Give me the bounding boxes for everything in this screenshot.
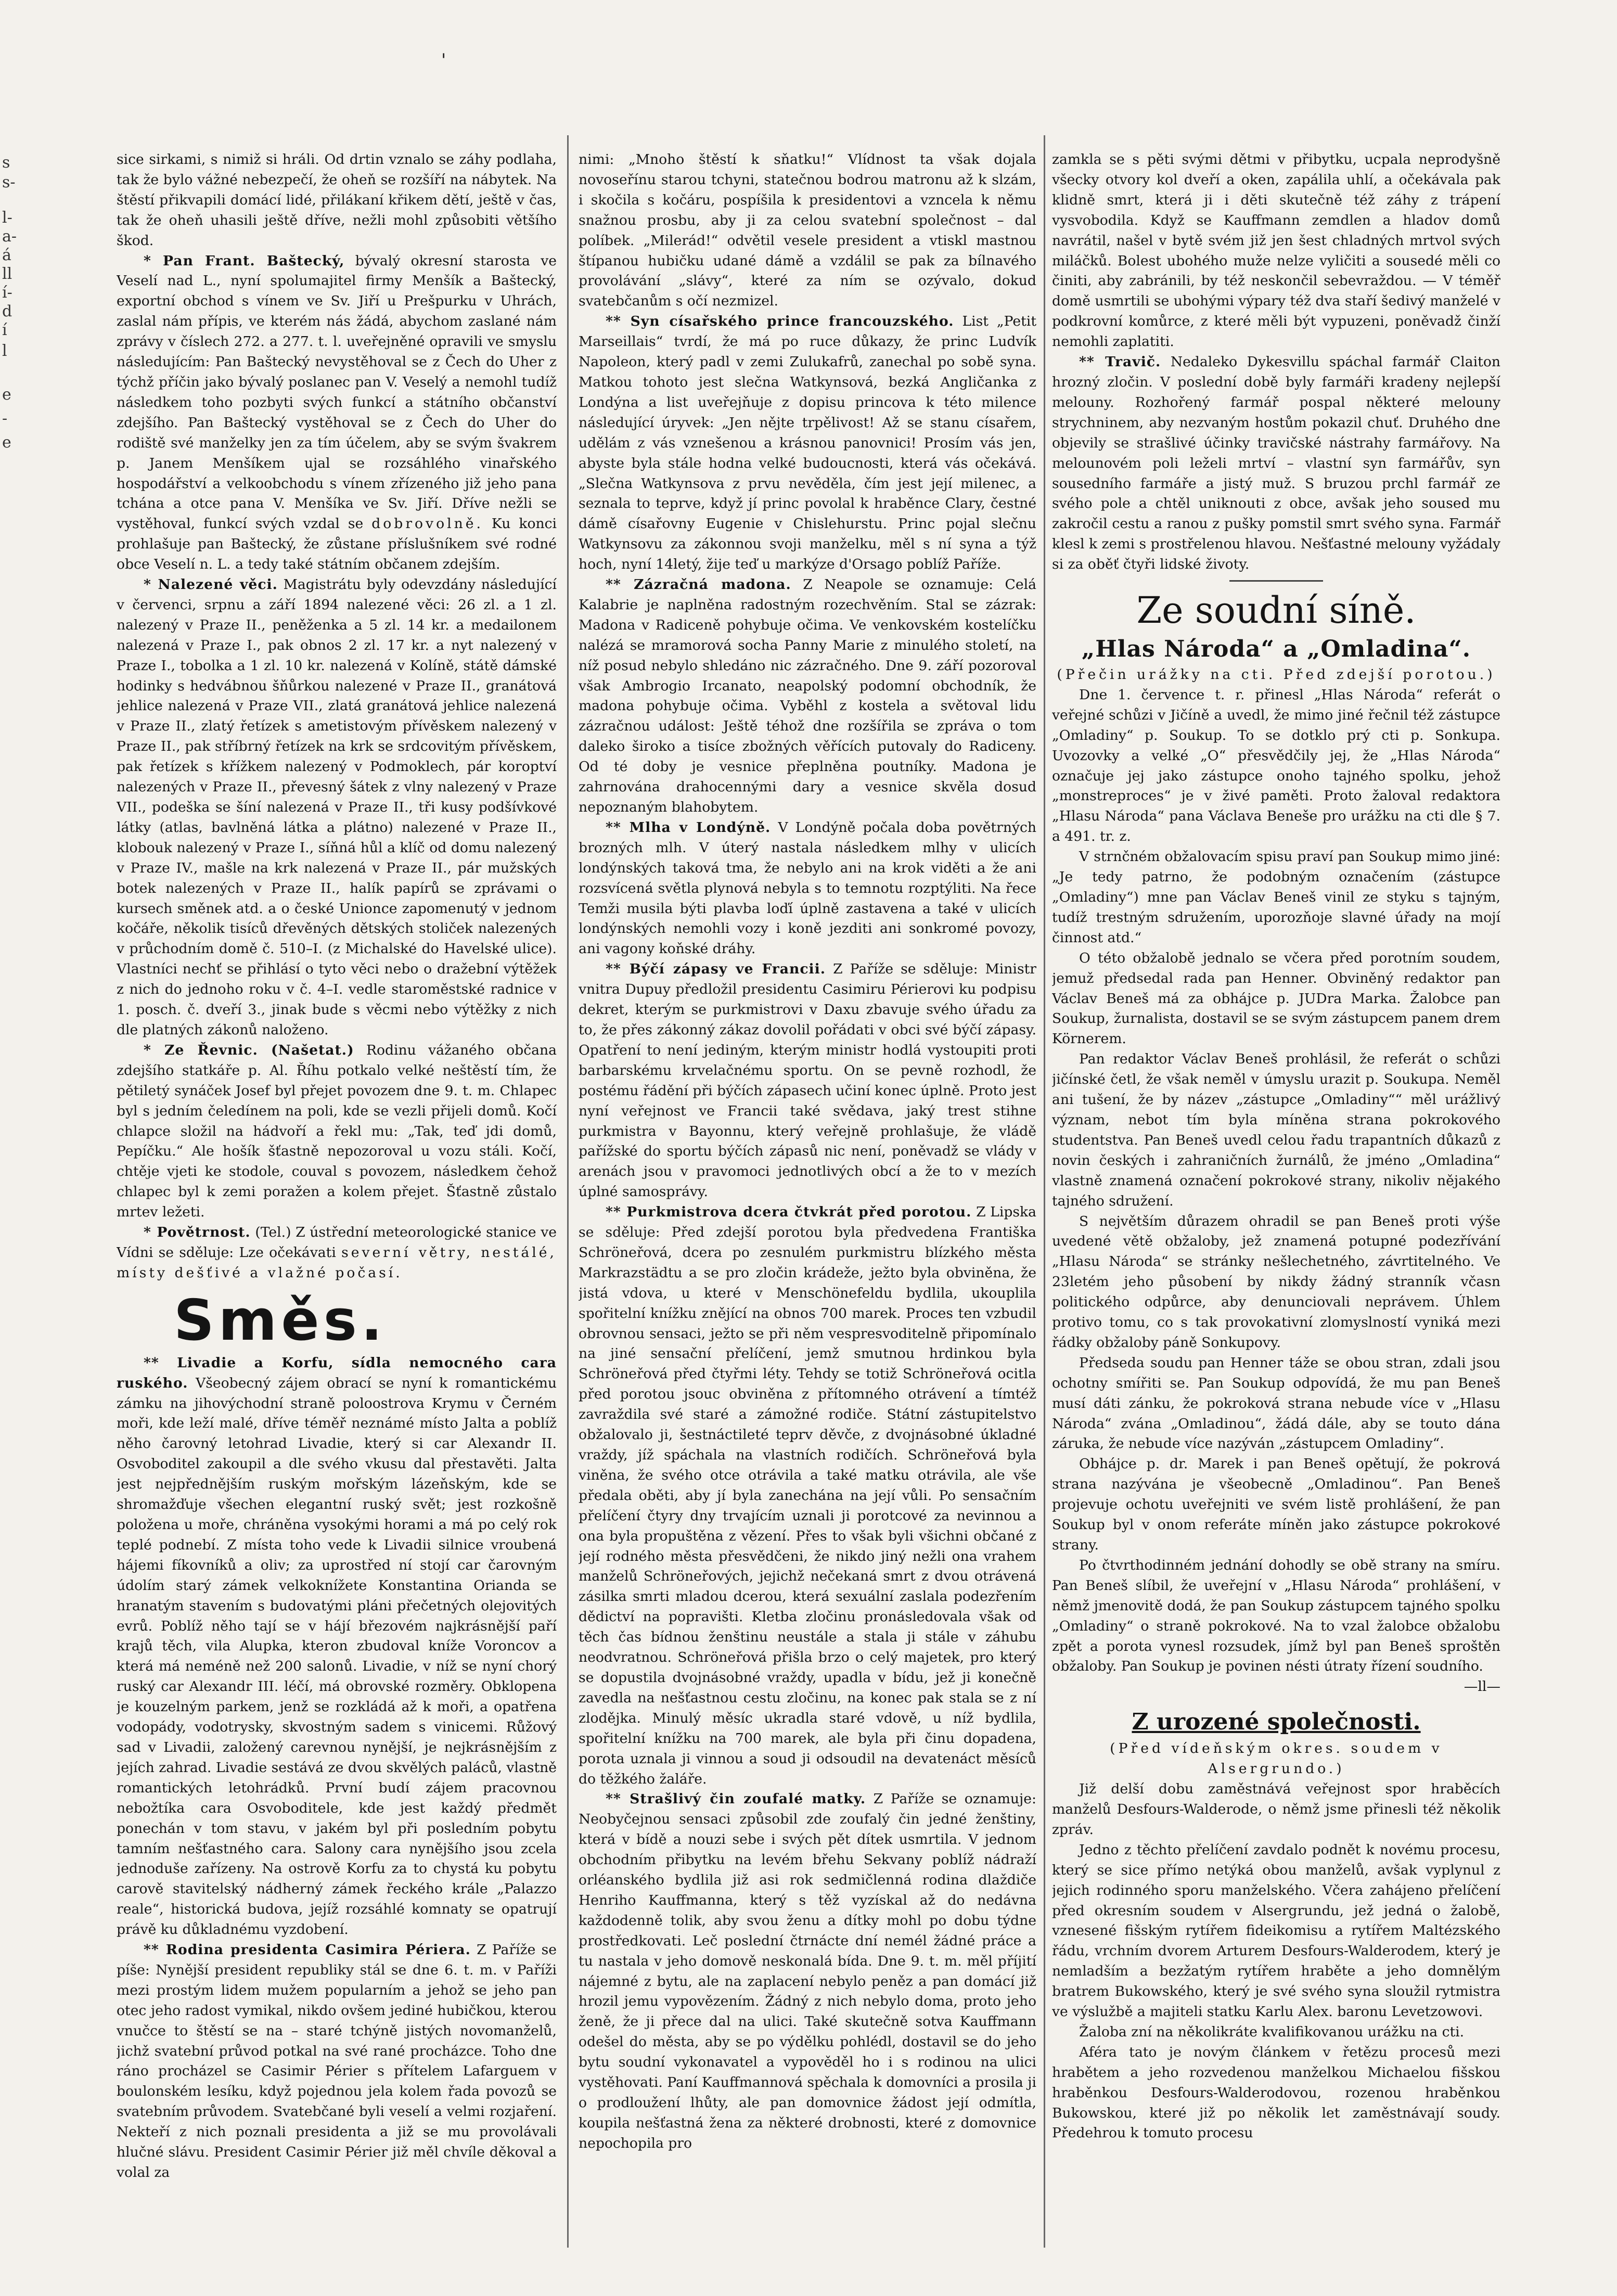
article-text: V Londýně počala doba povětrných brozných mlh. V úterý nastala následkem mlhy v ulicích londýnských taková tma, že nebylo ani na krok viděti a že ani rozsvícená světla plynová nebyla s to temnotu rozptýliti. Na řece Temži musila býti plavba loďí úplně zastavena a také v ulicích londýnských nemohli vozy i koně jezditi ani sonkromé povozy, ani vagony koňské dráhy. (579, 819, 1036, 957)
article-madona (579, 575, 1036, 818)
article-paragraph: Žaloba zní na několikráte kvalifikovanou urážku na cti. (1079, 2023, 1465, 2040)
article-desperate-mother (579, 1789, 1036, 2153)
court-paragraph: V strnčném obžalovacím spisu praví pan Soukup mimo jiné: „Je tedy patrno, že podobným označením (zástupce „Omladiny“) mne pan Václav Beneš vinil ze styku s tajným, tudíž trestným sdružením, uporozňoje slavné úřady na mojí činnost atd.“ (1052, 849, 1500, 946)
edge-mark: ll (2, 265, 12, 283)
edge-mark: s- (2, 173, 16, 191)
article-perier (117, 1940, 557, 2183)
edge-mark: l (2, 342, 7, 360)
edge-mark: á (2, 246, 11, 264)
article-continuation: nimi: „Mnoho štěstí k sňatku!“ Vlídnost ta však dojala novoseřínu starou tchyni, statečnou bodrou matronu až k slzám, i skočila s kočáru, pospíšila k presidentovi a vzncela k němu snažnou prosbu, aby ji za celou svatební společnost – dal políbek. „Milerád!“ odvětil vesele president a vtiskl mastnou štípanou hubičku udané dámě a vzdálil se pak za bílnavého provolávání „slávy“, které za ním se ozývalo, dokud svatebčanům s očí nezmizel. (579, 151, 1036, 310)
column-2 (579, 150, 1036, 2241)
article-heading: ** Purkmistrova dcera čtvkrát před porotou. (606, 1204, 972, 1221)
article-subtitle: (Před vídeňským okres. soudem v Alsergrundo.) (1110, 1740, 1443, 1777)
edge-mark: í (2, 321, 7, 339)
edge-mark: e (2, 433, 11, 452)
article-heading: * Povětrnost. (144, 1224, 251, 1241)
emphasis-text: dobrovolně. (371, 516, 483, 532)
court-paragraph: Obhájce p. dr. Marek i pan Beneš opětují, že pokrová strana nazývána je všeobecně „Omladinou“. Pan Beneš projevuje ochotu uveřejniti ve svém listě prohlášení, že pan Soukup byl v onom referáte míněn jako zástupce pokrokové strany. (1052, 1456, 1500, 1553)
edge-mark: e (2, 386, 11, 404)
article-found-items (117, 575, 557, 1041)
column-rule (1044, 135, 1045, 2248)
article-text: bývalý okresní starosta ve Veselí nad L., nyní spolumajitel firmy Menšík a Baštecký, exportní obchod s vínem ve Sv. Jiří u Prešpurku v Uhrách, zaslal nám přípis, ve kterém nás žádá, abychom zaslané nám zprávy v číslech 272. a 277. t. l. uveřejněné opravili ve smyslu následujícím: Pan Baštecký nevystěhoval se z Čech do Uher z týchž příčin jako bývalý poslanec pan V. Veselý a nemohl tudíž následkem toho pozbyti svých funkcí a státního občanství zdejšího. Pan Baštecký vystěhoval se z Čech do Uher do rodiště své manželky jen za tím účelem, aby se svým švakrem p. Janem Menšíkem ujal se rozsáhlého vinařského hospodářství a velkoobchodu s vínem zřízeného již jeho pana tchána a otce pana V. Menšíka ve Sv. Jiří. Dříve nežli se vystěhoval, funkcí svých vzdal se (117, 252, 557, 532)
article-london-fog (579, 818, 1036, 959)
article-text: List „Petit Marseillais“ tvrdí, že má po ruce důkazy, že princ Ludvík Napoleon, který padl v zemi Zulukafrů, zanechal po sobě syna. Matkou tohoto jest slečna Watkynsová, bezká Angličanka z Londýna a list uveřejňuje z dopisu princova k této milence následující úryvek: „Jen nějte trpělivost! Až se stanu císařem, udělám z vás vznešenou a krásnou panovnici! Prosím vás jen, abyste byla stále hodna velké budoucnosti, která vás očekává. „Slečna Watkynsova z prvu nevěděla, čím jest její milenec, a seznala to teprve, když jí princ povolal k hraběnce Clary, čestné dámě císařovny Eugenie v Chislehurstu. Princ pojal slečnu Watkynsovu za zákonnou svoji manželku, měl s ní syna a týž hoch, nyní 14letý, žije teď u markýze d'Orsago poblíž Paříže. (579, 313, 1036, 573)
article-text: Z Paříže se oznamuje: Neobyčejnou sensaci způsobil zde zoufalý čin jedné ženštiny, která v bídě a nouzi sebe i svých pět dítek usmrtila. V jednom obchodním přibytku na levém břehu Sekvany poblíž nádraží orléanského bydlila již asi rok sedmičlenná rodina dlaždiče Henriho Kauffmanna, který s těž vyzískal až do nedávna každodenně tolik, aby svou ženu a dítky mohl po dobu týdne prostředkovati. Leč poslední čtrnácte dní nemél žádné práce a tu nastala v jeho domově neskonalá bída. Dne 9. t. m. měl příjití nájemné z bytu, ale na zaplacení nebylo peněz a pan domácí již hrozil jemu vypovězením. Žádný z nich nebylo doma, proto jeho ženě, že ji přece dal na ulici. Také skutečně sotva Kauffmann odešel do města, aby se po výdělku pohlédl, dostavil se do jeho bytu soudní vykonavatel a vypověděl ho i s rodinou na ulici vystěhovati. Paní Kauffmannová spěchala k domovníci a prosila ji o prodloužení lhůty, ale pan domovnice žádost její odmítla, koupila nešťastná žena za některé drobnosti, které z domovnice nepochopila pro (579, 1791, 1036, 2151)
article-paragraph: Aféra tato je novým článkem v řetězu procesů mezi hrabětem a jeho rozvedenou manželkou Michaelou fišskou hraběnkou Desfours-Walderodovou, rozenou hraběnkou Bukowskou, které již po několik let zaměstnávají soudy. Předehrou k tomuto procesu (1052, 2044, 1500, 2141)
article-text: Rodinu vážaného občana zdejšího statkáře p. Al. Říhu potkalo velké neštěstí tím, že pětiletý synáček Josef byl přejet povozem dne 9. t. m. Chlapec byl s jedním čeledínem na poli, kde se vezli přijeli domů. Kočí chlapce složil na hádvoří a řekl mu: „Tak, teď jdi domů, Pepíčku.“ Ale hošík šťastně nepozoroval u vozu stáli. Kočí, chtěje vjeti ke stodole, couval s povozem, následkem čehož chlapec byl k zemi poražen a kolem přejet. Šťastně zůstalo mrtev ležeti. (117, 1042, 557, 1221)
court-paragraph: S největším důrazem ohradil se pan Beneš proti výše uvedené větě obžaloby, jež znamená potupné podezřívání „Hlasu Národa“ se stránky nešlechetného, závrtitelného. Ve 23letém jeho působení by nikdy žádný stranník včasn politického odpůrce, aby denunciovali neprávem. Úhlem protivo tomu, co s tak provokativní zlomyslností vyniká mezi řádky obžaloby páně Sonkupovy. (1052, 1213, 1500, 1351)
article-heading: ** Rodina presidenta Casimira Périera. (144, 1942, 471, 1958)
article-heading: * Pan Frant. Baštecký, (144, 252, 345, 269)
article-livadie (117, 1353, 557, 1940)
article-heading: * Nalezené věci. (144, 576, 278, 593)
section-divider (1229, 580, 1323, 582)
court-paragraph: O této obžalobě jednalo se včera před porotním soudem, jemuž předsedal rada pan Henner. Obviněný redaktor pan Václav Beneš má za obhájce p. JUDra Marka. Žalobce pan Soukup, žurnalista, dostavil se se svým zástupcem panem drem Körnerem. (1052, 950, 1500, 1047)
article-napoleon-son (579, 312, 1036, 575)
article-continuation: zamkla se s pěti svými dětmi v přibytku, ucpala neprodyšně všecky otvory kol dveří a oken, zapálila uhlí, a očekávala pak klidně smrt, která ji i děti skutečně též záhy z trápení vysvobodila. Když se Kauffmann zemdlen a hladov domů navrátil, našel v bytě svém již jen šest chladných mrtvol svých miláčků. Bolest ubohého muže nelze vyličiti a sousedé měli co činiti, aby zabránili, by též neskončil sebevraždou. — V téměř domě usmrtili se ubohými výpary též dva staří šedivý manželé v podkrovní komůrce, z které měli být vypuzeni, poněvadž činží nemohli zaplatiti. (1052, 151, 1500, 350)
top-mark: ' (441, 50, 446, 71)
article-heading: ** Zázračná madona. (606, 576, 791, 593)
court-paragraph: Pan redaktor Václav Beneš prohlásil, že referát o schůzi jičínské četl, že však neměl v úmyslu urazit p. Soukupa. Neměl ani tušení, že by název „zástupce „Omladiny““ měl urážlivý význam, nebot tím byla míněna strana pokrokového studentstva. Pan Beneš uvedl celou řadu trapantních důkazů z novin českých i zahraničních žurnálů, že jméno „Omladina“ vlastně znamená označení pokrokové strany, nikoliv nějakého tajného sdružení. (1052, 1051, 1500, 1209)
court-headline: „Hlas Národa“ a „Omladina“. (1081, 636, 1471, 663)
article-weather (117, 1223, 557, 1284)
column-rule (567, 135, 569, 2248)
edge-mark: - (2, 409, 8, 428)
article-text: Z Neapole se oznamuje: Celá Kalabrie je naplněna radostným rozechvěním. Stal se zázrak: Madona v Radiceně pohybuje očima. Ve venkovském kostelíčku nalézá se mramorová socha Panny Marie z minulého století, na níž posud nebylo shledáno nic zázračného. Dne 9. září pozoroval však Ambrogio Ircanato, neapolský podomní obchodník, že madona pohybuje očima. Vyběhl z kostela a světoval lidu zázračnou událost: Ještě téhož dne rozšířila se zpráva o tom daleko široko a tisíce zbožných věřících putovaly do Radiceny. Od té doby je vesnice přeplněna poutníky. Madona je zahrnována drahocennými dary a vesnice skvěla dosud nepoznaným blahobytem. (579, 576, 1036, 815)
article-heading: ** Livadie a Korfu, sídla nemocného cara ruského. (117, 1354, 557, 1391)
article-bullfights (579, 959, 1036, 1202)
emphasis-text: severní větry, nestálé, místy dešťivé a vlažné počasí. (117, 1244, 557, 1281)
article-heading: ** Travič. (1079, 354, 1161, 370)
article-text: Nedaleko Dykesvillu spáchal farmář Claiton hrozný zločin. V poslední době byly farmáři kradeny nejlepší melouny. Rozhořený farmář pospal některé melouny strychninem, aby nezvaným hostům pokazil chuť. Druhého dne objevily se strašlivé účinky travičské nástrahy farmářovy. Na melounovém poli leželi mrtví – vlastní syn farmářův, syn sousedního farmáře a jistý muž. S bruzou prchl farmář ze svého pole a chtěl uniknouti z obce, avšak jeho soused mu zakročil cestu a ranou z pušky pomstil smrt svého syna. Farmář klesl k zemi s prostřelenou hlavou. Nešťastné melouny vyžádaly si za oběť čtyři lidské životy. (1052, 354, 1500, 573)
edge-mark: í- (2, 284, 12, 302)
article-text: Magistrátu byly odevzdány následující v červenci, srpnu a září 1894 nalezené věci: 26 zl. a 1 zl. nalezený v Praze II., peněženka a 5 zl. 14 kr. a medailonem nalezená v Praze I., pak obnos 2 zl. 17 kr. a nyt nalezený v Praze I., tobolka a 1 zl. 10 kr. nalezená v Kolíně, státě dámské hodinky s hedvábnou šňůrkou nalezené v Praze II., granátová jehlice nalezená v Praze VII., zlatá granátová jehlice nalezená v Praze II., zlatý řetízek s ametistovým přívěskem nalezený v Praze II., pak stříbrný řetízek na krk se srdcovitým přívěskem, pak řetízek s křížkem nalezený v Podmoklech, pár koroptví nalezených v Praze II., převesný šátek z vlny nalezený v Praze VII., podeška se šíní nalezená v Praze II., tři kusy podšívkové látky (atlas, bavlněná látka a plátno) nalezené v Praze II., klobouk nalezený v Praze I., síňná hůl a klíč od domu nalezený v Praze IV., mašle na krk nalezená v Praze II., pár mužských botek nalezených v Praze II., halík papírů se zprávami o kursech směnek atd. a o české Unioncе zapomenutý v jednom kočáře, několik tisíců dřevěných dětských stoliček nalezených v průchodním domě č. 510–I. (z Michalské do Havelské ulice). Vlastníci nechť se přihlásí o tyto věci nebo o dražební výtěžek z nich do jednoho roku v č. 4–I. vedle staroměstské radnice v 1. posch. č. dveří 3., jinak bude s věcmi nebo výtěžky z nich dle platných zákonů naloženo. (117, 576, 557, 1038)
column-3 (1052, 150, 1500, 2241)
author-signature: —ll— (1464, 1678, 1500, 1695)
article-heading: ** Syn císařského prince francouzského. (606, 313, 954, 330)
article-heading: ** Strašlivý čin zoufalé matky. (606, 1791, 866, 1807)
article-text: Z Paříže se píše: Nynější president republiky stál se dne 6. t. m. v Paříži mezi prostým lidem mužem popularním a jehož se jeho pan otec jeho radost vymikal, nikdo ovšem jediné hubičkou, kterou vnučce to štěstí se na – staré tchýně jistých novomanželů, jichž svatební průvod potkal na své rané procházce. Toho dne ráno procházel se Casimir Périer s přítelem Lafarguem v boulonském lesíku, když pojednou jela kolem řada povozů se svatebním průvodem. Svatebčané byli veselí a velmi rozjaření. Nekteří z nich poznali presidenta a již se mu provolávali hlučné slávu. President Casimir Périer již měl chvíle děkoval a volal za (117, 1942, 557, 2180)
article-text: Všeobecný zájem obrací se nyní k romantickému zámku na jihovýchodní straně poloostrova Krymu v Černém moři, kde leží malé, dříve téměř neznámé místo Jalta a poblíž něho čarovný letohrad Livadie, který si car Alexandr II. Osvoboditel zakoupil a dle svého vkusu dal přestavěti. Jalta jest nejpřednějším ruským mořským lázeňským, kde se shromažďuje všechen elegantní ruský svět; jest rozkošně položena u moře, chráněna vysokými horami a má po celý rok teplé podnebí. Z místa toho vede k Livadii silnice vroubená hájemi fíkovníků a oliv; za uprostřed ní stojí car čarovným údolím starý zámek velkoknížete Konstantina Orianda se hranatým stavením s budovatými pláni přečetných olejovitých evrů. Poblíž něho tají se v hájí březovém najkrásnější paří krajů těch, vila Alupka, kteron zbudoval kníže Voroncov a která má neméně než 200 salonů. Livadie, v níž se nyní chorý ruský car Alexandr III. léčí, má obrovské rozměry. Obklopena je kouzelným parkem, jenž se rozkládá až k moři, a opatřena vodopády, vodotrysky, skvostným sadem s vinicemi. Růžový sad v Livadii, založený carevnou nynější, je nejkrásnějším z jejích zahrad. Livadie sestává ze dvou skvělých paláců, vlastně romantických letohrádků. První budí zájem pracovnou nebožtíka cara Osvoboditele, kde jest každý předmět ponechán v tom stavu, v jakém byl při posledním pobytu tamním nešťastného cara. Salony cara nynějšího jsou zcela jednoduše zařízeny. Na ostrově Korfu za to chystá ku pobytu carově stavitelský nádherný zámek řeckého krále „Palazzo reale“, historická budova, jejíž rozsáhlé komnaty se opatrují právě ku důkladnému vyzdobení. (117, 1375, 557, 1938)
court-paragraph: Předseda soudu pan Henner táže se obou stran, zdali jsou ochotny smířiti se. Pan Soukup odpovídá, že mu pan Beneš musí dáti zánku, že pokroková strana nebude více v „Hlasu Národa“ zvána „Omladinou“, žádá dále, aby se touto dána záruka, že nebude více nazýván „zástupcem Omladiny“. (1052, 1354, 1500, 1452)
article-heading: ** Býčí zápasy ve Francii. (606, 961, 826, 978)
edge-mark: d (2, 302, 12, 320)
article-continuation: sice sirkami, s nimiž si hráli. Od drtin vznalo se záhy podlaha, tak že bylo vážné nebezpečí, že oheň se rozšíří na nábytek. Na štěstí přikvapili domácí lidé, přilákaní křikem dětí, ještě v čas, tak že oheň uhasili ještě dříve, nežli mohl způsobiti většího škod. (117, 151, 557, 249)
article-paragraph: Jedno z těchto přelíčení zavdalo podnět k novému procesu, který se sice přímo netýká obou manželů, avšak vyplynul z jejich rodinného sporu manželského. Včera zahájeno přelíčení před okresním soudem v Alsergrundu, jež jedná o žalobě, vznesené fišským rytířem fideikomisu a rytířem Maltézského řádu, vrchním dvorem Arturem Desfours-Walderodem, který je nemladším a bezžatým rytířem hraběte a jeho domnělým bratrem Bukowského, který je své svého syna sloužil rytmistra ve výslužbě a majiteli statku Karlu Alex. baronu Levetzowovi. (1052, 1841, 1500, 2020)
section-title: Ze soudní síně. (1136, 589, 1416, 632)
court-subheadline: (Přečin urážky na cti. Před zdejší porotou.) (1057, 666, 1496, 683)
article-text: Ku konci prohlašuje pan Baštecký, že zůstane příslušníkem své rodné obce Veselí n. L. a tedy také státním občanem zdejším. (117, 516, 557, 573)
section-title: Směs. (174, 1288, 387, 1353)
court-paragraph: Po čtvrthodinném jednání dohodly se obě strany na smíru. Pan Beneš slíbil, že uveřejní v „Hlasu Národa“ prohlášení, v němž jmenovitě dodá, že pan Soukup zástupcem tajného spolku „Omladiny“ o straně pokrokové. Na to vzal žalobce obžalobu zpět a porota vynesl rozsudek, jímž byl pan Beneš sproštěn obžaloby. Pan Soukup je povinen nésti útraty řízení soudního. (1052, 1557, 1500, 1675)
article-mayor-daughter (579, 1202, 1036, 1789)
article-heading: ** Mlha v Londýně. (606, 819, 771, 836)
edge-mark: l- (2, 209, 12, 227)
article-text: (Tel.) Z ústřední meteorologické stanice ve Vídni se sděluje: Lze očekávati (117, 1224, 557, 1261)
article-text: Z Paříže se sděluje: Ministr vnitra Dupuy předložil presidentu Casimiru Périerovi ku podpisu dekret, kterým se purkmistrovi v Daxu zbavuje svého úřadu za to, že přes zákonný zákaz dovolil pořádati v obci své býčí zápasy. Opatření to není jediným, kterým ministr hodlá vystoupiti proti barbarskému krvelačnému sportu. On se pevně rozhodl, že postému řádění při býčích zápasech učiní konec úplně. Proto jest nyní veřejnost ve Francii také svědava, jaký trest stihne purkmistra v Bayonnu, který veřejně prohlašuje, že vládě pařížské do sportu býčích zápasů nic není, poněvadž se vlády v arenách jsou v pravomoci jednotlivých obcí a že to v mezích úplné samosprávy. (579, 961, 1036, 1200)
article-heading: * Ze Řevnic. (Našetat.) (144, 1042, 354, 1058)
article-text: Z Lipska se sděluje: Před zdejší porotou byla předvedena Františka Schröneřová, dcera po zesnulém purkmistru blízkého města Markrazstädtu a se pro zločin krádeže, ježto byla obviněna, že jistá vdova, u které v Menschönefeldu bydlila, ukouplila spořitelní knížku znějící na obnos 700 marek. Proces ten vzbudil obrovnou sensaci, ježto se při něm vespresvoditelně připomínalo na jiné sensační přelíčení, jemž smutnou hrdinkou byla Schröneřová před čtyřmi léty. Tehdy se totiž Schröneřová ocitla před porotou jsouc obviněna z přítomného otrávení a tímtéž zavraždila své staré a zámožné rodiče. Státní zástupitelstvo obžalovalo ji, šestnáctileté teprv děvče, z dvojnásobné úkladné vraždy, jíž spáchala na vlastních rodičích. Schröneřová byla viněna, že svého otce otrávila a také matku otrávila, ale vše předala oběti, aby jí byla zanechána na její vůli. Po sensačním přelíčení čtyry dny trvajícím uznali ji porotcové za nevinnou a ona byla propuštěna z vězení. Přes to však byli všichni občané z její rodného města přesvědčeni, že nikdo jiný nežli ona vrahem manželů Schröneřových, jejichž nečekaná smrt z dvou otrávená zásilka smrti mladou dcerou, která sexuální zaslala podezřením dědictví na popravišti. Kletba zločinu pronásledovala však od těch čas bídnou ženštinu neustále a stala ji stále v záhubu neodvratnou. Schröneřová přišla brzo o celý majetek, pro který se dopustila dvojnásobné vraždy, upadla v bídu, jež ji konečně zavedla na nešťastnou cestu zločinu, na konec pak stala se z ní zlodějka. Minulý měsíc ukradla staré vdově, u níž bydlila, spořitelní knížku na 700 marek, ale byla při činu dopadena, porota uznala ji vinnou a soud ji odsoudil na devatenáct měsíců do těžkého žaláře. (579, 1204, 1036, 1787)
column-1 (117, 150, 557, 2241)
article-poisoner (1052, 352, 1500, 575)
edge-mark: s (2, 153, 10, 172)
article-revnice (117, 1041, 557, 1223)
article-bastecky (117, 251, 557, 575)
court-paragraph: Dne 1. července t. r. přinesl „Hlas Národa“ referát o veřejné schůzi v Jičíně a uvedl, že mimo jiné řečnil též zástupce „Omladiny“ p. Soukup. To se dotklo prý cti p. Sonkupa. Uvozovky a velké „O“ přesvědčily jej, že „Hlas Národa“ označuje jej jako zástupce onoho tajného spolku, jehož „monstreproces“ je v živé paměti. Proto žaloval redaktora „Hlasu Národa“ pana Václava Beneše pro urážku na cti dle § 7. a 491. tr. z. (1052, 686, 1500, 845)
edge-mark: a- (2, 227, 17, 246)
article-paragraph: Již delší dobu zaměstnává veřejnost spor hraběcích manželů Desfours-Walderode, o němž jsme přinesli též několik zpráv. (1052, 1781, 1500, 1838)
article-title: Z urozené společnosti. (1132, 1709, 1421, 1736)
